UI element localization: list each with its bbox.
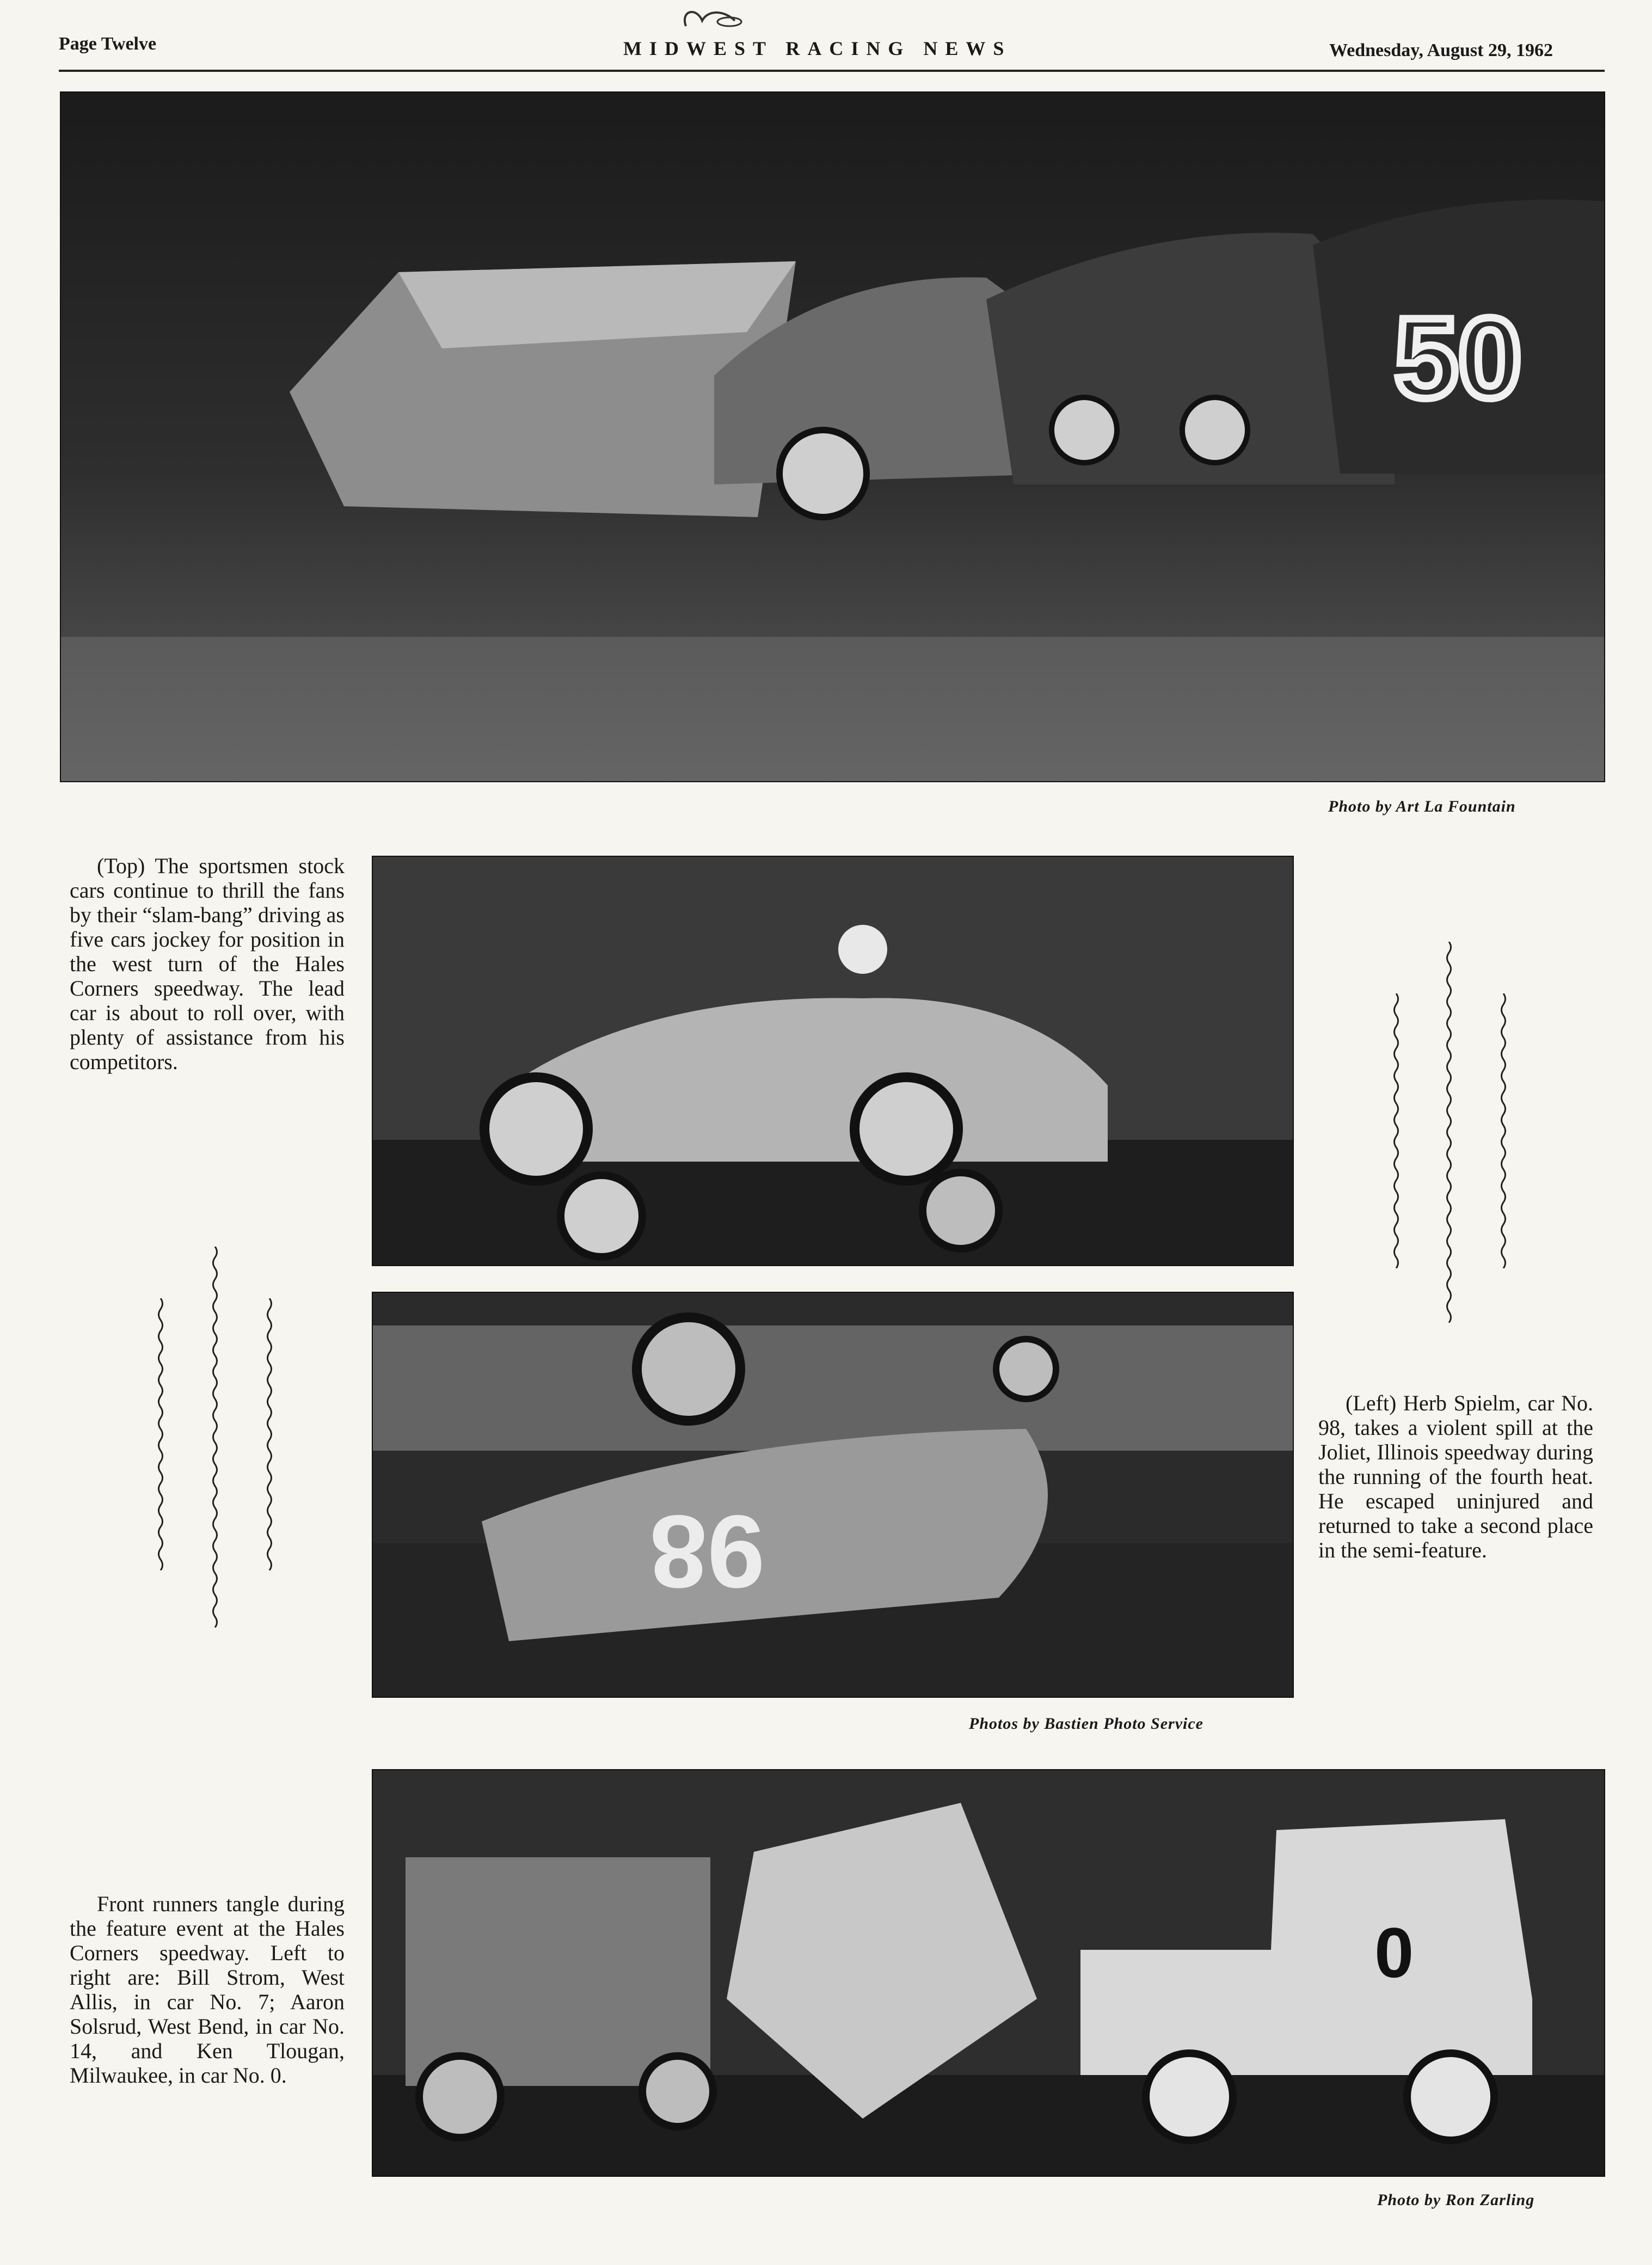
middle-photo-sprint-car: [372, 856, 1294, 1266]
middle-caption: (Left) Herb Spielm, car No. 98, takes a violent spill at the Joliet, Illinois speedway during the running of the fourth heat. He escaped uninjured and returned to take a second place in the semi-feature.: [1318, 1391, 1593, 1562]
masthead-logo-icon: [675, 4, 751, 32]
bottom-photo: [372, 1769, 1605, 2177]
decorative-wavy-line: [157, 1298, 164, 1570]
top-photo-credit: Photo by Art La Fountain: [1328, 797, 1516, 815]
bottom-photo-credit: Photo by Ron Zarling: [1377, 2191, 1535, 2209]
decorative-wavy-line: [266, 1298, 273, 1570]
top-caption: (Top) The sportsmen stock cars continue to thrill the fans by their “slam-bang” driving as five cars jockey for position in the west turn of the Hales Corners speedway. The lead car is about to roll over, with plenty of assistance from his competitors.: [70, 854, 345, 1074]
bottom-caption: Front runners tangle during the feature event at the Hales Corners speedway. Left to right are: Bill Strom, West Allis, in car No. 7; Aaron Solsrud, West Bend, in car No. 14, and Ken Tlougan, Milwaukee, in car No. 0.: [70, 1892, 345, 2088]
header-rule: [59, 70, 1605, 72]
middle-photo-car-98: [372, 1292, 1294, 1698]
middle-photo-credit: Photos by Bastien Photo Service: [969, 1715, 1203, 1733]
decorative-wavy-line: [1392, 993, 1400, 1268]
car-number-0: 0: [1374, 1913, 1414, 1992]
decorative-wavy-line: [211, 1247, 219, 1628]
decorative-wavy-line: [1500, 993, 1507, 1268]
issue-date: Wednesday, August 29, 1962: [1329, 40, 1553, 60]
masthead-title: MIDWEST RACING NEWS: [623, 38, 1012, 59]
decorative-wavy-line: [1445, 942, 1453, 1323]
page-label: Page Twelve: [59, 34, 157, 54]
car-number-98: 98: [649, 1494, 765, 1609]
car-number-50: 50: [1395, 294, 1522, 422]
top-photo: [60, 91, 1605, 782]
